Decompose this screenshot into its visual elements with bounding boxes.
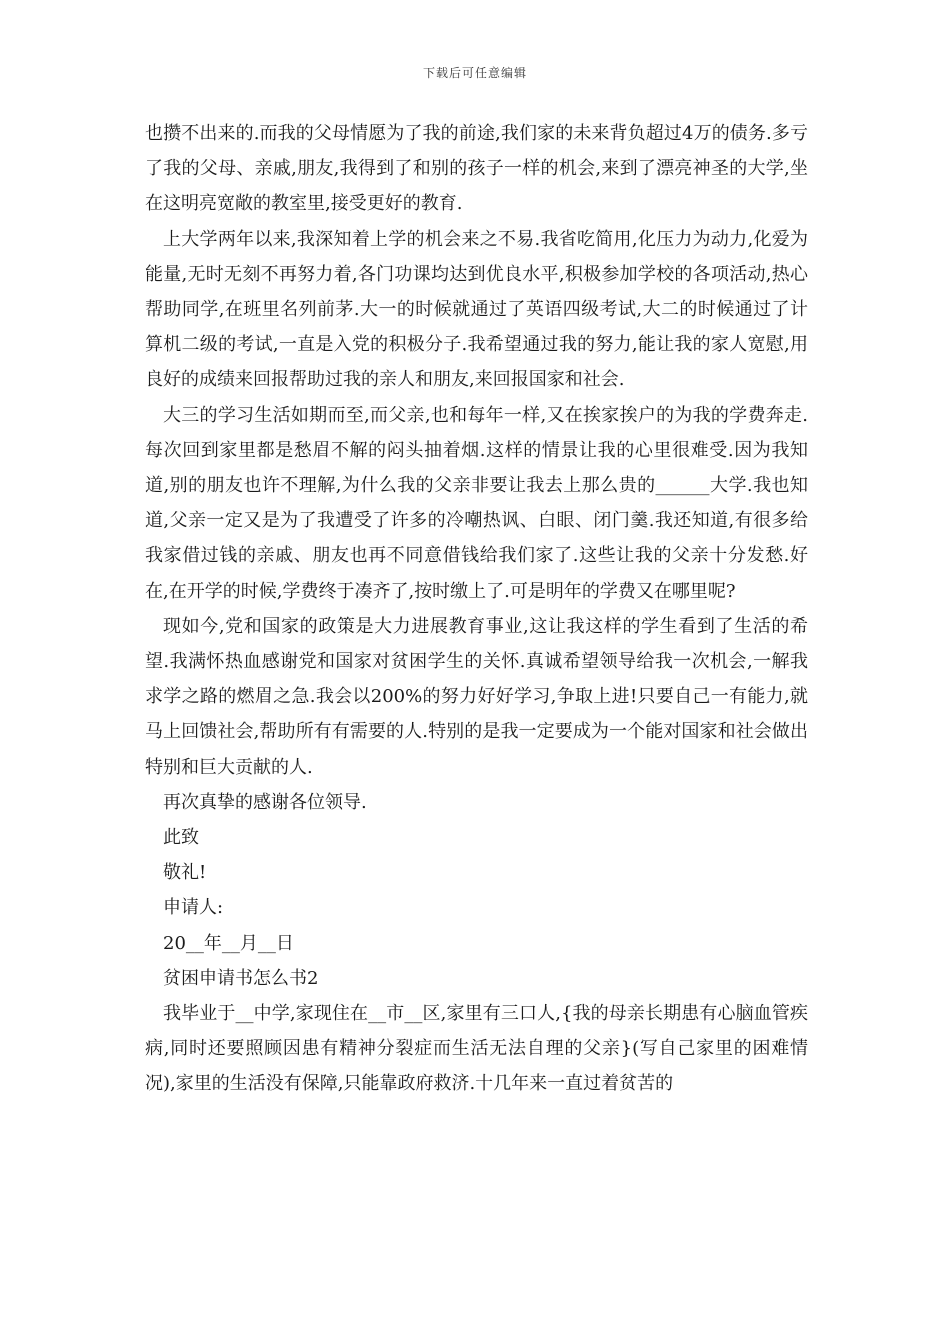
paragraph-continuation: 也攒不出来的.而我的父母情愿为了我的前途,我们家的未来背负超过4万的债务.多亏了我的父母、亲戚,朋友,我得到了和别的孩子一样的机会,来到了漂亮神圣的大学,坐在这明亮宽敞的教室里,接受更好的教育. [145, 123, 808, 215]
paragraph-thanks: 再次真挚的感谢各位领导. [163, 791, 367, 813]
paragraph-study-record: 上大学两年以来,我深知着上学的机会来之不易.我省吃简用,化压力为动力,化爱为能量,无时无刻不再努力着,各门功课均达到优良水平,积极参加学校的各项活动,热心帮助同学,在班里名列前茅.大一的时候就通过了英语四级考试,大二的时候通过了计算机二级的考试,一直是入党的积极分子.我希望通过我的努力,能让我的家人宽慰,用良好的成绩来回报帮助过我的亲人和朋友,来回报国家和社会. [145, 228, 808, 391]
paragraph-third-year: 大三的学习生活如期而至,而父亲,也和每年一样,又在挨家挨户的为我的学费奔走.每次回到家里都是愁眉不解的闷头抽着烟.这样的情景让我的心里很难受.因为我知道,别的朋友也许不理解,为什么我的父亲非要让我去上那么贵的______大学.我也知道,父亲一定又是为了我遭受了许多的冷嘲热讽、白眼、闭门羹.我还知道,有很多给我家借过钱的亲戚、朋友也再不同意借钱给我们家了.这些让我的父亲十分发愁.好在,在开学的时候,学费终于凑齐了,按时缴上了.可是明年的学费又在哪里呢? [145, 404, 808, 602]
paragraph-policy-gratitude: 现如今,党和国家的政策是大力进展教育事业,这让我这样的学生看到了生活的希望.我满怀热血感谢党和国家对贫困学生的关怀.真诚希望领导给我一次机会,一解我求学之路的燃眉之急.我会以200%的努力好好学习,争取上进!只要自己一有能力,就马上回馈社会,帮助所有有需要的人.特别的是我一定要成为一个能对国家和社会做出特别和巨大贡献的人. [145, 615, 808, 778]
date-line: 20__年__月__日 [163, 932, 294, 954]
section-title: 贫困申请书怎么书2 [163, 967, 319, 989]
document-body [145, 116, 808, 1102]
applicant-label: 申请人: [163, 897, 224, 919]
closing-salutation: 此致 [163, 827, 199, 849]
paragraph-second-letter: 我毕业于__中学,家现住在__市__区,家里有三口人,{我的母亲长期患有心脑血管疾病,同时还要照顾因患有精神分裂症而生活无法自理的父亲}(写自己家里的困难情况),家里的生活没有保障,只能靠政府救济.十几年来一直过着贫苦的 [145, 1003, 808, 1095]
closing-respect: 敬礼! [163, 862, 207, 884]
page-header: 下载后可任意编辑 [422, 66, 527, 80]
